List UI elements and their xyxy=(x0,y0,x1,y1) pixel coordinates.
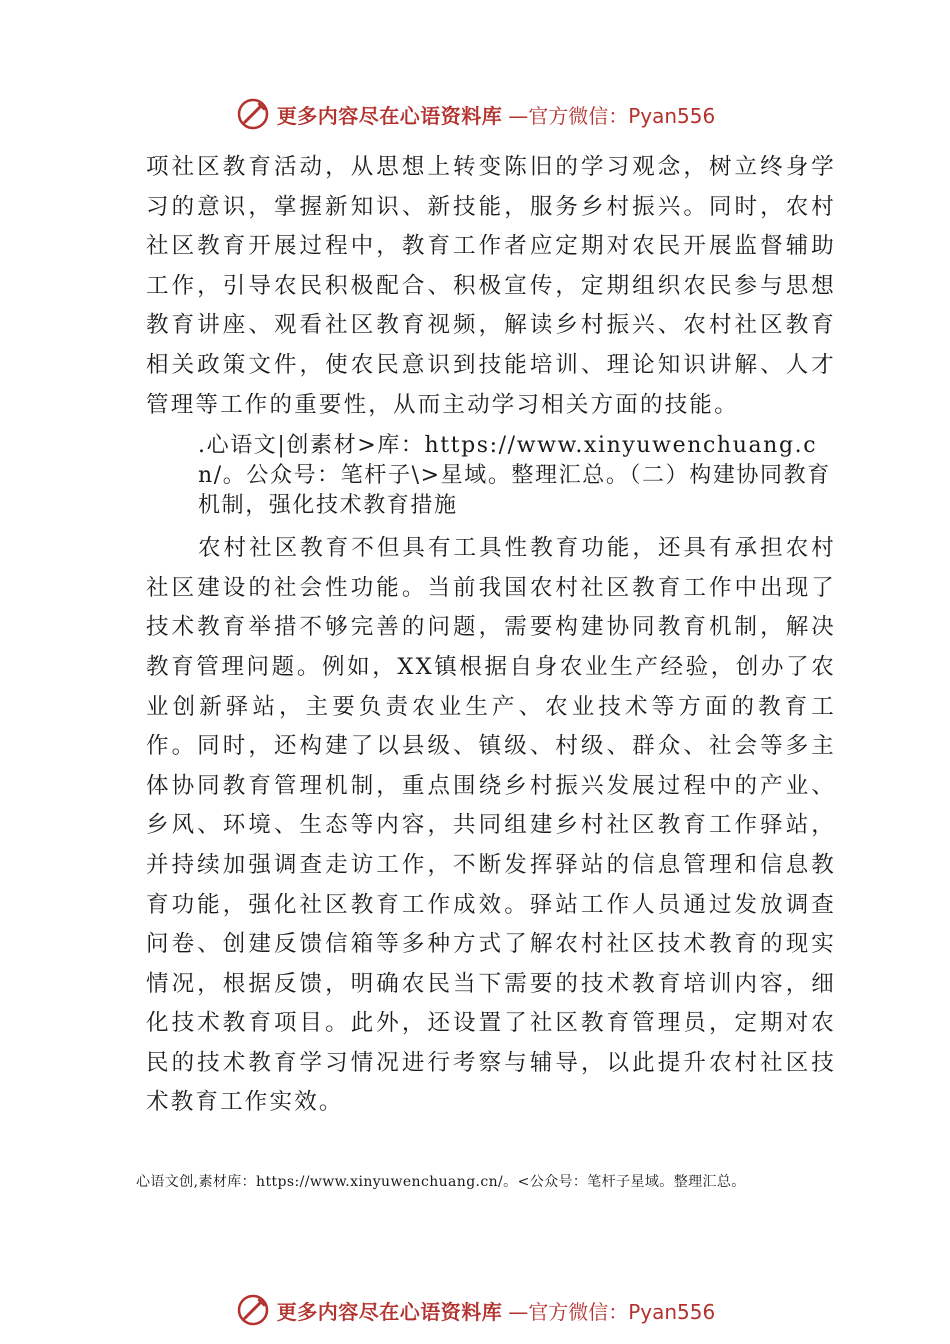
banner-brand-text: 更多内容尽在心语资料库 xyxy=(276,1299,503,1324)
document-body xyxy=(146,148,836,1123)
banner-contact-text: —官方微信：Pyan556 xyxy=(508,103,716,128)
footer-source-note: 心语文创,素材库：https://www.xinyuwenchuang.cn/。<公众号：笔杆子星域。整理汇总。 xyxy=(136,1174,746,1190)
header-banner xyxy=(0,94,950,134)
paragraph-1: 项社区教育活动，从思想上转变陈旧的学习观念，树立终身学习的意识，掌握新知识、新技能，服务乡村振兴。同时，农村社区教育开展过程中，教育工作者应定期对农民开展监督辅助工作，引导农民积极配合、积极宣传，定期组织农民参与思想教育讲座、观看社区教育视频，解读乡村振兴、农村社区教育相关政策文件，使农民意识到技能培训、理论知识讲解、人才管理等工作的重要性，从而主动学习相关方面的技能。 xyxy=(146,154,836,418)
brand-logo-icon xyxy=(235,96,271,132)
footer-banner xyxy=(0,1290,950,1330)
banner-brand-text: 更多内容尽在心语资料库 xyxy=(276,103,503,128)
paragraph-2: 农村社区教育不但具有工具性教育功能，还具有承担农村社区建设的社会性功能。当前我国农村社区教育工作中出现了技术教育举措不够完善的问题，需要构建协同教育机制，解决教育管理问题。例如，XX镇根据自身农业生产经验，创办了农业创新驿站，主要负责农业生产、农业技术等方面的教育工作。同时，还构建了以县级、镇级、村级、群众、社会等多主体协同教育管理机制，重点围绕乡村振兴发展过程中的产业、乡风、环境、生态等内容，共同组建乡村社区教育工作驿站，并持续加强调查走访工作，不断发挥驿站的信息管理和信息教育功能，强化社区教育工作成效。驿站工作人员通过发放调查问卷、创建反馈信箱等多种方式了解农村社区技术教育的现实情况，根据反馈，明确农民当下需要的技术教育培训内容，细化技术教育项目。此外，还设置了社区教育管理员，定期对农民的技术教育学习情况进行考察与辅导，以此提升农村社区技术教育工作实效。 xyxy=(146,535,836,1116)
banner-contact-text: —官方微信：Pyan556 xyxy=(508,1299,716,1324)
source-note-and-heading: .心语文|创素材>库：https://www.xinyuwenchuang.cn/。公众号：笔杆子\>星域。整理汇总。（二）构建协同教育机制，强化技术教育措施 xyxy=(198,433,831,519)
brand-logo-icon xyxy=(235,1292,271,1328)
